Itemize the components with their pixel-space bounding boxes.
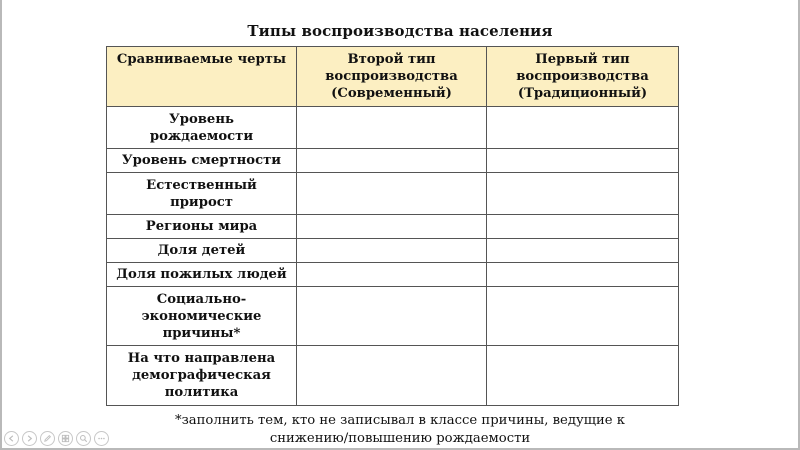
table-row-socioeconomic-reasons (107, 287, 679, 346)
footnote-line: снижению/повышению рождаемости (269, 431, 531, 446)
row-label-line: Уровень смертности (121, 153, 282, 168)
zoom-button[interactable] (76, 431, 91, 446)
cell-first-type-death-rate[interactable] (487, 149, 679, 173)
table-row-elderly-share (107, 263, 679, 287)
row-label-line: Уровень (169, 111, 234, 127)
cell-first-type-demographic-policy[interactable] (487, 346, 679, 406)
row-label-natural-increase (107, 173, 297, 215)
row-label-children-share (107, 239, 297, 263)
row-label-socioeconomic-reasons (107, 287, 297, 346)
row-label-line: Доля пожилых людей (116, 267, 287, 282)
ellipsis-icon (97, 434, 106, 443)
row-label-world-regions (107, 215, 297, 239)
cell-first-type-children-share[interactable] (487, 239, 679, 263)
row-label-line: рождаемости (149, 128, 254, 144)
row-label-line: экономические (141, 308, 262, 324)
row-label-line: политика (164, 385, 239, 400)
table-row-world-regions (107, 215, 679, 239)
cell-first-type-birth-rate[interactable] (487, 107, 679, 149)
magnifier-icon (79, 434, 88, 443)
header-row (107, 47, 679, 107)
arrow-left-icon (7, 434, 16, 443)
slideshow-controls (4, 431, 109, 446)
cell-second-type-birth-rate[interactable] (297, 107, 487, 149)
cell-second-type-natural-increase[interactable] (297, 173, 487, 215)
row-label-line: демографическая (132, 368, 271, 383)
slide-title: Типы воспроизводства населения (247, 22, 553, 40)
cell-first-type-elderly-share[interactable] (487, 263, 679, 287)
row-label-birth-rate (107, 107, 297, 149)
row-label-line: Естественный (146, 177, 257, 193)
table-row-demographic-policy (107, 346, 679, 406)
table-row-birth-rate (107, 107, 679, 149)
row-label-death-rate (107, 149, 297, 173)
more-options-button[interactable] (94, 431, 109, 446)
footnote-line: *заполнить тем, кто не записывал в классе причины, ведущие к (174, 413, 626, 428)
cell-second-type-death-rate[interactable] (297, 149, 487, 173)
row-label-line: Социально- (156, 291, 247, 307)
header-line: Второй тип (347, 52, 436, 67)
header-first-type (487, 47, 679, 107)
next-slide-button[interactable] (22, 431, 37, 446)
header-line: воспроизводства (516, 69, 649, 84)
table-row-children-share (107, 239, 679, 263)
cell-second-type-children-share[interactable] (297, 239, 487, 263)
row-label-line: На что направлена (127, 351, 276, 366)
row-label-line: Регионы мира (145, 219, 258, 234)
window-left-border (0, 0, 2, 450)
header-compared-features (107, 47, 297, 107)
pen-tool-button[interactable] (40, 431, 55, 446)
table-row-death-rate (107, 149, 679, 173)
row-label-line: Доля детей (157, 243, 246, 258)
arrow-right-icon (25, 434, 34, 443)
cell-first-type-natural-increase[interactable] (487, 173, 679, 215)
slides-overview-button[interactable] (58, 431, 73, 446)
cell-first-type-socioeconomic-reasons[interactable] (487, 287, 679, 346)
footnote (0, 412, 800, 448)
header-second-type (297, 47, 487, 107)
row-label-line: прирост (170, 194, 233, 210)
grid-icon (61, 434, 70, 443)
cell-second-type-socioeconomic-reasons[interactable] (297, 287, 487, 346)
previous-slide-button[interactable] (4, 431, 19, 446)
row-label-elderly-share (107, 263, 297, 287)
header-line: воспроизводства (325, 69, 458, 84)
header-line: (Традиционный) (517, 86, 648, 101)
header-line: (Современный) (331, 86, 452, 101)
cell-first-type-world-regions[interactable] (487, 215, 679, 239)
cell-second-type-demographic-policy[interactable] (297, 346, 487, 406)
row-label-line: причины* (162, 325, 241, 341)
reproduction-types-table (106, 46, 679, 406)
header-line: Первый тип (535, 52, 630, 67)
cell-second-type-world-regions[interactable] (297, 215, 487, 239)
row-label-demographic-policy (107, 346, 297, 406)
header-line: Сравниваемые черты (116, 52, 287, 67)
table-row-natural-increase (107, 173, 679, 215)
cell-second-type-elderly-share[interactable] (297, 263, 487, 287)
pen-icon (43, 434, 52, 443)
